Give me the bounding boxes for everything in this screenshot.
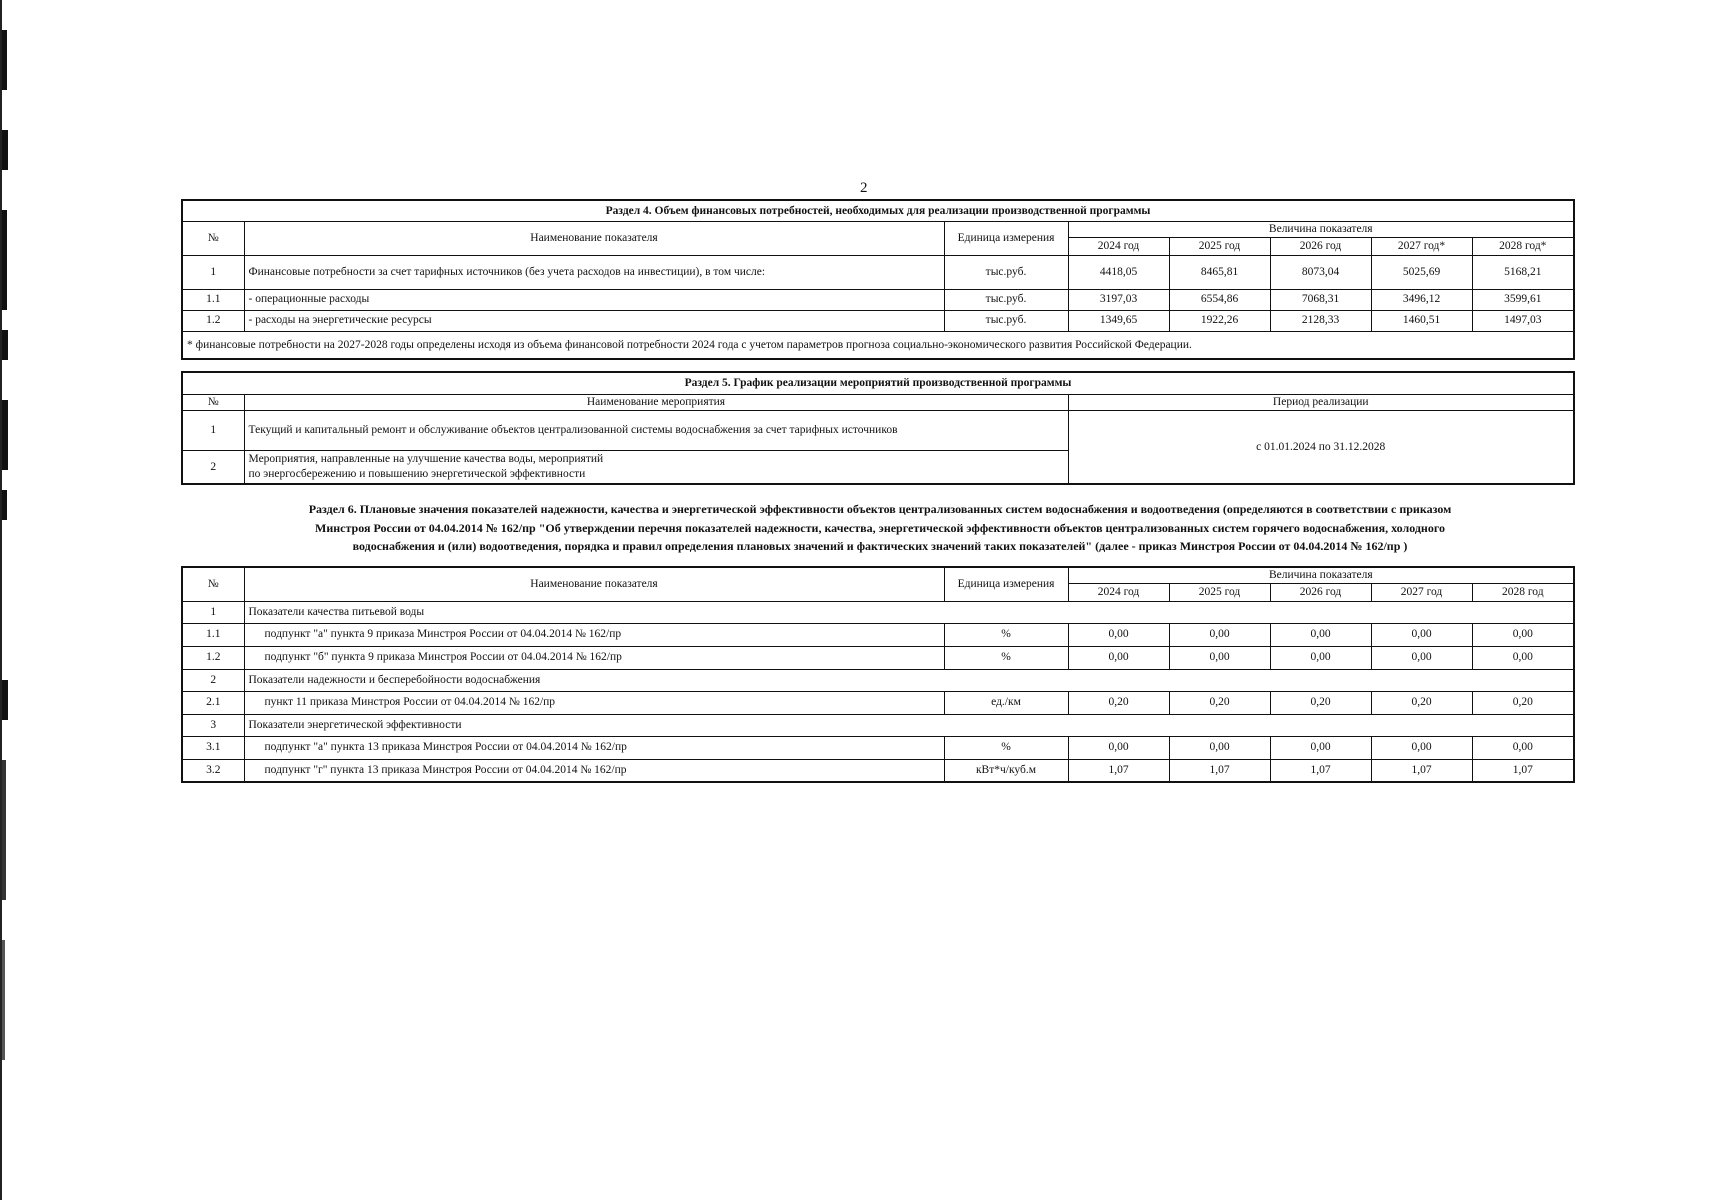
group-row <box>182 601 1574 623</box>
section6-title-line: Раздел 6. Плановые значения показателей надежности, качества и энергетической эффективности объектов централизованных систем водоснабжения и водоотведения (определяются в соответствии с приказом <box>308 502 1452 516</box>
row-name: - расходы на энергетические ресурсы <box>244 310 944 331</box>
row-value: 0,20 <box>1169 691 1270 714</box>
table-row <box>182 255 1574 289</box>
row-name: подпункт "г" пункта 13 приказа Минстроя России от 04.04.2014 № 162/пр <box>244 759 944 782</box>
col-name-header: Наименование мероприятия <box>244 394 1068 410</box>
table-row <box>182 623 1574 646</box>
row-value: 0,00 <box>1270 736 1371 759</box>
row-value: 0,00 <box>1270 623 1371 646</box>
col-name-header: Наименование показателя <box>244 567 944 601</box>
row-unit: тыс.руб. <box>944 255 1068 289</box>
row-num: 3.1 <box>182 736 244 759</box>
row-unit: % <box>944 736 1068 759</box>
row-unit: % <box>944 623 1068 646</box>
row-value: 5168,21 <box>1472 255 1574 289</box>
table-row <box>182 410 1574 450</box>
table-row <box>182 759 1574 782</box>
row-unit: тыс.руб. <box>944 289 1068 310</box>
row-name: Финансовые потребности за счет тарифных источников (без учета расходов на инвестиции), в том числе: <box>244 255 944 289</box>
row-value: 0,00 <box>1472 736 1574 759</box>
row-value: 8465,81 <box>1169 255 1270 289</box>
col-num-header: № <box>182 394 244 410</box>
col-name-header: Наименование показателя <box>244 221 944 255</box>
row-value: 1497,03 <box>1472 310 1574 331</box>
row-value: 4418,05 <box>1068 255 1169 289</box>
row-num: 2.1 <box>182 691 244 714</box>
table-row <box>182 289 1574 310</box>
row-value: 0,00 <box>1371 736 1472 759</box>
table-row <box>182 646 1574 669</box>
row-unit: кВт*ч/куб.м <box>944 759 1068 782</box>
row-value: 0,00 <box>1169 736 1270 759</box>
row-value: 3197,03 <box>1068 289 1169 310</box>
group-name: Показатели надежности и бесперебойности водоснабжения <box>244 669 1574 691</box>
row-name-line: по энергосбережению и повышению энергетической эффективности <box>248 467 586 480</box>
row-value: 0,00 <box>1068 646 1169 669</box>
section6-title-line: Минстроя России от 04.04.2014 № 162/пр "Об утверждении перечня показателей надежности, качества, энергетической эффективности объектов централизованных систем горячего водоснабжения, холодного <box>315 520 1445 535</box>
section4-title: Раздел 4. Объем финансовых потребностей, необходимых для реализации производственной программы <box>182 200 1574 221</box>
col-period-header: Период реализации <box>1068 394 1574 410</box>
group-name: Показатели качества питьевой воды <box>244 601 1574 623</box>
row-value: 0,20 <box>1068 691 1169 714</box>
group-row <box>182 714 1574 736</box>
scan-edge-artifact <box>0 0 9 1200</box>
col-num-header: № <box>182 221 244 255</box>
row-name: Текущий и капитальный ремонт и обслуживание объектов централизованной системы водоснабжения за счет тарифных источников <box>244 410 1068 450</box>
row-name: - операционные расходы <box>244 289 944 310</box>
period-value: с 01.01.2024 по 31.12.2028 <box>1068 410 1574 484</box>
year-header: 2028 год* <box>1472 237 1574 255</box>
col-value-header: Величина показателя <box>1068 567 1574 583</box>
row-value: 0,00 <box>1169 623 1270 646</box>
row-unit: тыс.руб. <box>944 310 1068 331</box>
row-value: 1,07 <box>1068 759 1169 782</box>
row-value: 0,20 <box>1472 691 1574 714</box>
section4-footnote: * финансовые потребности на 2027-2028 годы определены исходя из объема финансовой потребности 2024 года с учетом параметров прогноза социально-экономического развития Российской Федерации. <box>182 331 1574 359</box>
section6-title <box>190 500 1570 556</box>
row-value: 1922,26 <box>1169 310 1270 331</box>
row-value: 0,00 <box>1270 646 1371 669</box>
year-header: 2024 год <box>1068 237 1169 255</box>
section5-title: Раздел 5. График реализации мероприятий производственной программы <box>182 372 1574 394</box>
group-num: 2 <box>182 669 244 691</box>
year-header: 2028 год <box>1472 583 1574 601</box>
page-number: 2 <box>860 180 868 196</box>
row-value: 1,07 <box>1169 759 1270 782</box>
table-row <box>182 310 1574 331</box>
row-value: 0,00 <box>1371 646 1472 669</box>
row-value: 0,00 <box>1472 623 1574 646</box>
row-value: 5025,69 <box>1371 255 1472 289</box>
row-value: 0,20 <box>1270 691 1371 714</box>
row-value: 6554,86 <box>1169 289 1270 310</box>
year-header: 2027 год <box>1371 583 1472 601</box>
group-num: 3 <box>182 714 244 736</box>
row-value: 2128,33 <box>1270 310 1371 331</box>
table-row <box>182 691 1574 714</box>
section4-table <box>181 199 1575 360</box>
row-num: 1.2 <box>182 646 244 669</box>
group-row <box>182 669 1574 691</box>
section6-table <box>181 566 1575 783</box>
year-header: 2025 год <box>1169 237 1270 255</box>
row-unit: % <box>944 646 1068 669</box>
year-header: 2027 год* <box>1371 237 1472 255</box>
section5-table <box>181 371 1575 485</box>
row-name <box>244 450 1068 484</box>
col-value-header: Величина показателя <box>1068 221 1574 237</box>
row-value: 0,00 <box>1371 623 1472 646</box>
row-value: 1,07 <box>1270 759 1371 782</box>
row-num: 3.2 <box>182 759 244 782</box>
row-value: 1460,51 <box>1371 310 1472 331</box>
table-row <box>182 736 1574 759</box>
row-value: 1,07 <box>1472 759 1574 782</box>
row-unit: ед./км <box>944 691 1068 714</box>
row-num: 1.1 <box>182 623 244 646</box>
year-header: 2025 год <box>1169 583 1270 601</box>
row-num: 1.2 <box>182 310 244 331</box>
row-value: 0,00 <box>1472 646 1574 669</box>
year-header: 2026 год <box>1270 583 1371 601</box>
col-num-header: № <box>182 567 244 601</box>
section6-title-line: водоснабжения и (или) водоотведения, порядка и правил определения плановых значений и фактических значений таких показателей" (далее - приказ Минстроя России от 04.04.2014 № 162/пр ) <box>352 539 1408 554</box>
row-value: 0,00 <box>1169 646 1270 669</box>
row-num: 1 <box>182 410 244 450</box>
group-name: Показатели энергетической эффективности <box>244 714 1574 736</box>
row-value: 0,00 <box>1068 736 1169 759</box>
year-header: 2026 год <box>1270 237 1371 255</box>
row-value: 1349,65 <box>1068 310 1169 331</box>
row-num: 1 <box>182 255 244 289</box>
row-name: подпункт "б" пункта 9 приказа Минстроя России от 04.04.2014 № 162/пр <box>244 646 944 669</box>
row-name: пункт 11 приказа Минстроя России от 04.04.2014 № 162/пр <box>244 691 944 714</box>
group-num: 1 <box>182 601 244 623</box>
row-value: 0,20 <box>1371 691 1472 714</box>
row-value: 7068,31 <box>1270 289 1371 310</box>
row-num: 2 <box>182 450 244 484</box>
row-name: подпункт "а" пункта 9 приказа Минстроя России от 04.04.2014 № 162/пр <box>244 623 944 646</box>
row-value: 1,07 <box>1371 759 1472 782</box>
row-name-line: Мероприятия, направленные на улучшение качества воды, мероприятий <box>248 453 604 466</box>
row-value: 8073,04 <box>1270 255 1371 289</box>
row-value: 3496,12 <box>1371 289 1472 310</box>
col-unit-header: Единица измерения <box>944 221 1068 255</box>
row-name: подпункт "а" пункта 13 приказа Минстроя России от 04.04.2014 № 162/пр <box>244 736 944 759</box>
col-unit-header: Единица измерения <box>944 567 1068 601</box>
row-value: 0,00 <box>1068 623 1169 646</box>
row-num: 1.1 <box>182 289 244 310</box>
year-header: 2024 год <box>1068 583 1169 601</box>
row-value: 3599,61 <box>1472 289 1574 310</box>
